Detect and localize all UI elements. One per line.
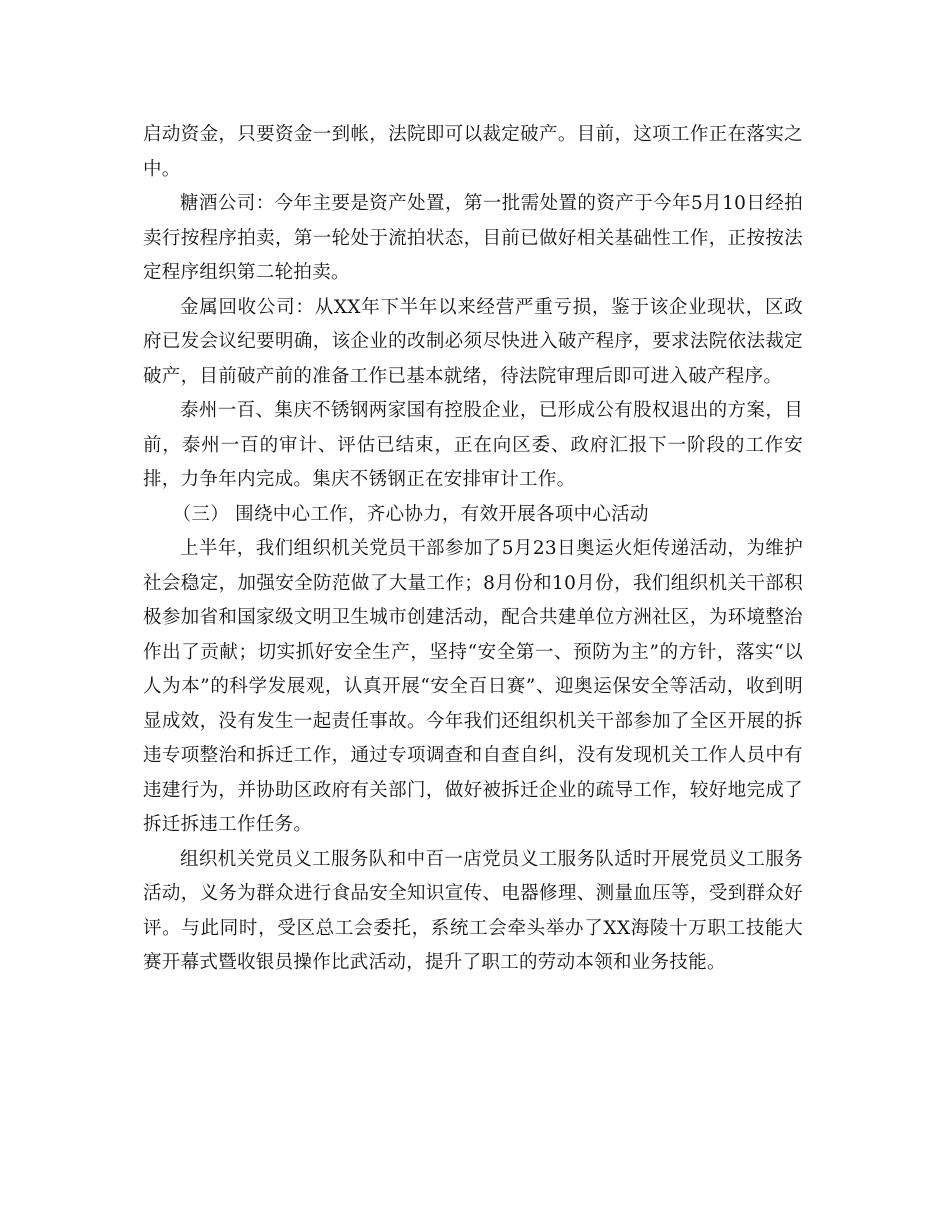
paragraph-sugar-wine-company: 糖酒公司：今年主要是资产处置，第一批需处置的资产于今年5月10日经拍卖行按程序拍卖，第一轮处于流拍状态，目前已做好相关基础性工作，正按按法定程序组织第二轮拍卖。 bbox=[143, 193, 803, 283]
paragraph-continuation: 启动资金，只要资金一到帐，法院即可以裁定破产。目前，这项工作正在落实之中。 bbox=[143, 124, 803, 180]
section-heading: （三） 围绕中心工作，齐心协力，有效开展各项中心活动 bbox=[172, 503, 649, 525]
paragraph-metal-recycling-company: 金属回收公司：从XX年下半年以来经营严重亏损，鉴于该企业现状，区政府已发会议纪要明确，该企业的改制必须尽快进入破产程序，要求法院依法裁定破产，目前破产前的准备工作已基本就绪，待法院审理后即可进入破产程序。 bbox=[143, 296, 803, 387]
paragraph-first-half-activities: 上半年，我们组织机关党员干部参加了5月23日奥运火炬传递活动，为维护社会稳定，加强安全防范做了大量工作；8月份和10月份，我们组织机关干部积极参加省和国家级文明卫生城市创建活动，配合共建单位方洲社区，为环境整治作出了贡献；切实抓好安全生产，坚持“安全第一、预防为主”的方针，落实“以人为本”的科学发展观，认真开展“安全百日赛”、迎奥运保安全等活动，收到明显成效，没有发生一起责任事故。今年我们还组织机关干部参加了全区开展的拆违专项整治和拆迁工作，通过专项调查和自查自纠，没有发现机关工作人员中有违建行为，并协助区政府有关部门，做好被拆迁企业的疏导工作，较好地完成了拆迁拆违工作任务。 bbox=[143, 538, 803, 835]
paragraph-volunteer-service: 组织机关党员义工服务队和中百一店党员义工服务队适时开展党员义工服务活动，义务为群众进行食品安全知识宣传、电器修理、测量血压等，受到群众好评。与此同时，受区总工会委托，系统工会牵头举办了XX海陵十万职工技能大赛开幕式暨收银员操作比武活动，提升了职工的劳动本领和业务技能。 bbox=[143, 848, 803, 973]
document-page bbox=[143, 118, 803, 981]
paragraph-taizhou-yibai: 泰州一百、集庆不锈钢两家国有控股企业，已形成公有股权退出的方案，目前，泰州一百的审计、评估已结束，正在向区委、政府汇报下一阶段的工作安排，力争年内完成。集庆不锈钢正在安排审计工作。 bbox=[143, 400, 803, 490]
